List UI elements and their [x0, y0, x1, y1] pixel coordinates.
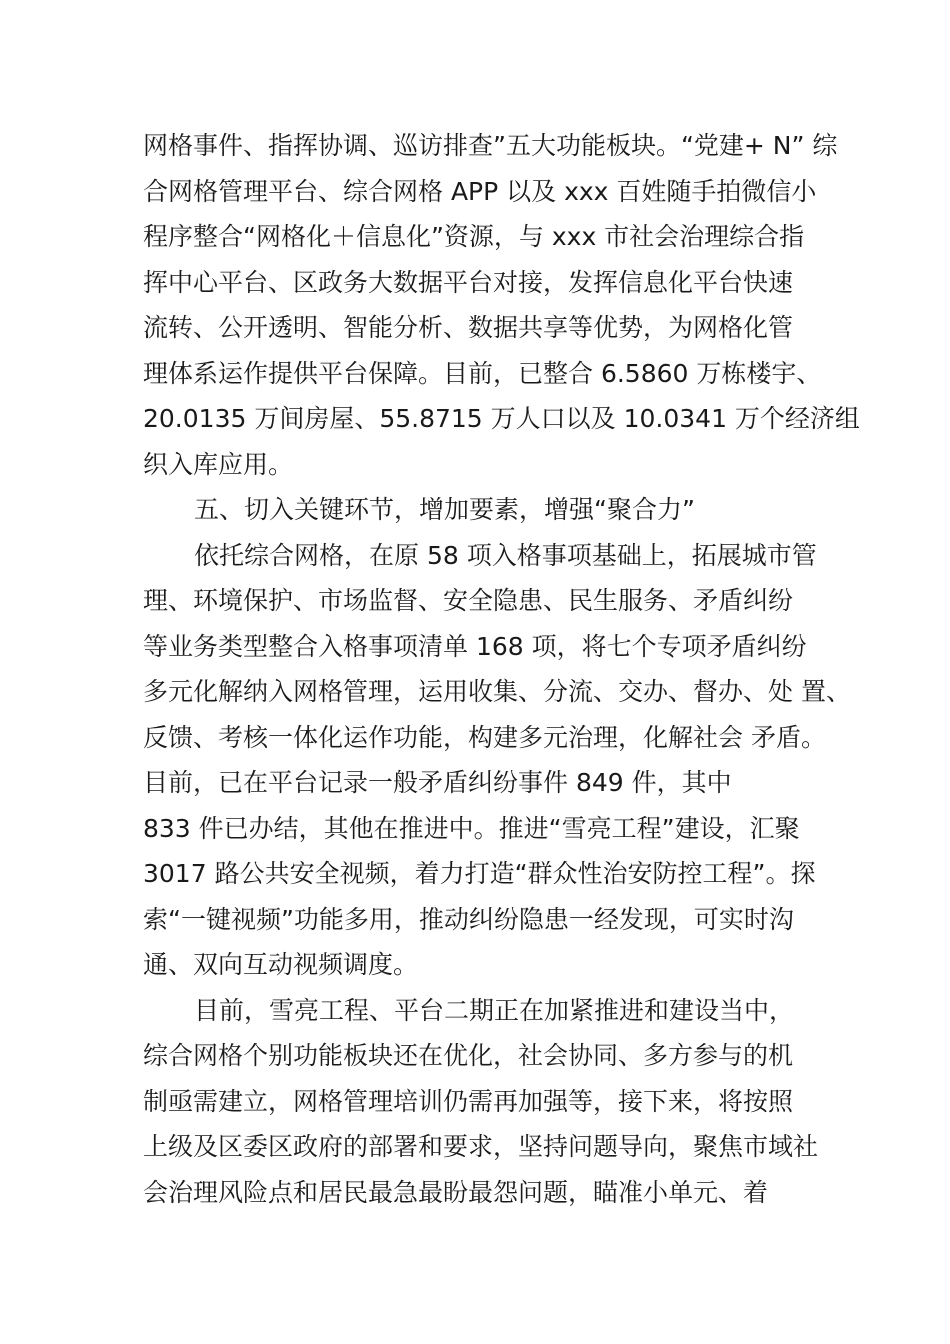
text-line: 833 件已办结，其他在推进中。推进“雪亮工程”建设，汇聚 — [143, 814, 800, 843]
text-line: 制亟需建立，网格管理培训仍需再加强等，接下来，将按照 — [143, 1087, 794, 1116]
text-line: 上级及区委区政府的部署和要求，坚持问题导向，聚焦市域社 — [143, 1132, 819, 1161]
text-line: 多元化解纳入网格管理，运用收集、分流、交办、督办、处 置、 — [143, 677, 851, 706]
text-line: 3017 路公共安全视频，着力打造“群众性治安防控工程”。探 — [143, 859, 816, 888]
text-line: 合网格管理平台、综合网格 APP 以及 xxx 百姓随手拍微信小 — [143, 177, 817, 206]
text-line: 反馈、考核一体化运作功能，构建多元治理，化解社会 矛盾。 — [143, 723, 826, 752]
text-line: 等业务类型整合入格事项清单 168 项，将七个专项矛盾纠纷 — [143, 632, 807, 661]
text-line: 会治理风险点和居民最急最盼最怨问题，瞄准小单元、着 — [143, 1178, 769, 1207]
text-line: 网格事件、指挥协调、巡访排查”五大功能板块。“党建+ N” 综 — [143, 131, 838, 160]
text-line: 理、环境保护、市场监督、安全隐患、民生服务、矛盾纠纷 — [143, 586, 794, 615]
text-line: 索“一键视频”功能多用，推动纠纷隐患一经发现，可实时沟 — [143, 905, 794, 934]
text-line: 综合网格个别功能板块还在优化，社会协同、多方参与的机 — [143, 1041, 794, 1070]
text-line: 理体系运作提供平台保障。目前，已整合 6.5860 万栋楼宇、 — [143, 359, 822, 388]
text-line: 20.0135 万间房屋、55.8715 万人口以及 10.0341 万个经济组 — [143, 404, 860, 433]
text-line: 依托综合网格，在原 58 项入格事项基础上，拓展城市管 — [194, 541, 817, 570]
text-line: 目前，雪亮工程、平台二期正在加紧推进和建设当中， — [194, 996, 795, 1025]
text-line: 织入库应用。 — [143, 450, 294, 479]
text-line: 目前，已在平台记录一般矛盾纠纷事件 849 件，其中 — [143, 768, 732, 797]
text-line: 通、双向互动视频调度。 — [143, 950, 419, 979]
text-line: 挥中心平台、区政务大数据平台对接，发挥信息化平台快速 — [143, 268, 794, 297]
text-line: 程序整合“网格化＋信息化”资源，与 xxx 市社会治理综合指 — [143, 222, 805, 251]
text-line: 流转、公开透明、智能分析、数据共享等优势，为网格化管 — [143, 313, 794, 342]
section-heading: 五、切入关键环节，增加要素，增强“聚合力” — [194, 495, 695, 524]
